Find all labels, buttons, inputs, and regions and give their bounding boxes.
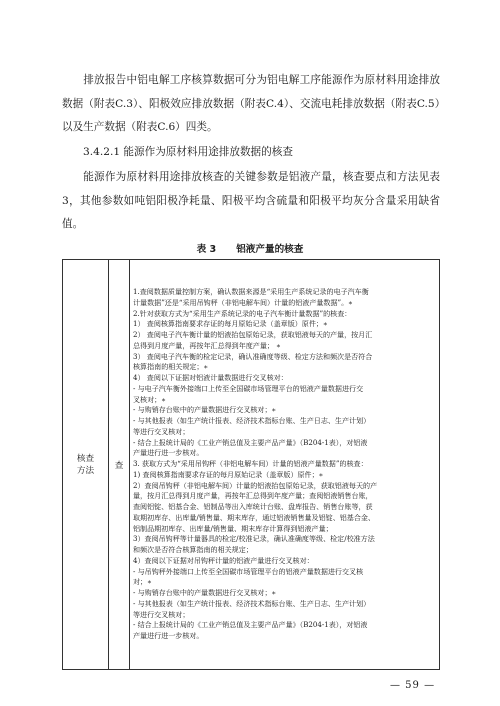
- page-number: — 59 —: [390, 680, 436, 691]
- content-line: 1） 查阅核算指南要求存证的每月原始记录（盖章版）原件；∗: [133, 319, 328, 329]
- table-caption: [0, 241, 500, 255]
- content-line: 4）查阅以下证据对吊钩秤计量的铝液产量进行交叉核对：: [133, 555, 314, 565]
- content-line: 计量数据”还是“采用吊钩秤（非铝电解车间）计量的铝液产量数据”。∗: [133, 297, 353, 307]
- table-title: 铝液产量的核查: [236, 244, 304, 255]
- content-line: 2.针对获取方式为“采用生产系统记录的电子汽车衡计量数据”的核查：: [133, 308, 352, 318]
- row-label-line: 方法: [76, 465, 95, 476]
- content-line: 1.查阅数据质量控制方案，确认数据来源是“采用生产系统记录的电子汽车衡: [133, 287, 369, 297]
- content-line: 1) 查阅核算指南要求存证的每月原始记录（盖章版）原件；∗: [133, 469, 324, 479]
- paragraph-key-parameters: [62, 166, 440, 237]
- content-line: 核算指南的相关规定；∗: [133, 362, 209, 372]
- section-heading: 3.4.2.1 能源作为原材料用途排放数据的核查: [83, 146, 293, 158]
- content-line: 等进行交叉核对；: [133, 609, 190, 619]
- content-line: 和频次是否符合核算指南的相关规定；: [133, 545, 253, 555]
- content-line: 4） 查阅以下证据对铝液计量数据进行交叉核对：: [133, 373, 288, 383]
- content-line: - 与电子汽车衡外接端口上传至全国碳市场管理平台的铝液产量数据进行交: [133, 383, 364, 393]
- content-line: 对；∗: [133, 577, 152, 587]
- content-line: 铝制品期初库存、出库量/销售量、期末库存计算得到铝液产量；: [133, 523, 333, 533]
- verification-table: [62, 259, 440, 670]
- content-line: - 与吊钩秤外接端口上传至全国碳市场管理平台的铝液产量数据进行交叉核: [133, 566, 364, 576]
- content-line: 3. 获取方式为“采用吊钩秤（非铝电解车间）计量的铝液产量数据”的核查：: [133, 459, 368, 469]
- content-line: 量，按月汇总得到月度产量，再按年汇总得到年度产量；查阅铝液销售台账，: [133, 491, 373, 501]
- content-line: 3）查阅吊钩秤等计量器具的检定/校准记录，确认准确度等级、检定/校准方法: [133, 534, 375, 544]
- content-line: 产量进行进一步核对。: [133, 631, 204, 641]
- content-line: - 与其他报表（如生产统计报表、经济技术指标台账、生产日志、生产计划）: [133, 416, 371, 426]
- table-row: [63, 260, 440, 670]
- content-line: 取期初库存、出库量/销售量、期末库存，通过铝液销售量及铝锭、铝基合金、: [133, 512, 375, 522]
- content-cell: [130, 260, 440, 670]
- content-line: - 结合上报统计局的《工业产销总值及主要产品产量》（B204-1表），对铝液: [133, 620, 368, 630]
- content-line: - 与其他报表（如生产统计报表、经济技术指标台账、生产日志、生产计划）: [133, 598, 371, 608]
- content-line: - 结合上报统计局的《工业产销总值及主要产品产量》（B204-1表），对铝液: [133, 437, 368, 447]
- paragraph-text: 排放报告中铝电解工序核算数据可分为铝电解工序能源作为原材料用途排放数据（附表C.3）、阳极效应排放数据（附表C.4）、交流电耗排放数据（附表C.5）以及生产数据（附表C.6）四类。: [62, 74, 440, 133]
- content-line: 叉核对；∗: [133, 394, 166, 404]
- content-line: 2） 查阅电子汽车衡计量的铝液抬包原始记录，获取铝液每天的产量，按月汇: [133, 330, 373, 340]
- row-label-line: 核查: [76, 453, 95, 464]
- content-line: 3） 查阅电子汽车衡的检定记录，确认准确度等级、检定方法和频次是否符合: [133, 351, 373, 361]
- content-line: 总得到月度产量，再按年汇总得到年度产量； ∗: [133, 340, 281, 350]
- paragraph-text: 能源作为原材料用途排放核查的关键参数是铝液产量，核查要点和方法见表3，其他参数如吨铝阳极净耗量、阳极平均含硫量和阳极平均灰分含量采用缺省值。: [62, 171, 440, 230]
- method-cell: 查: [109, 260, 130, 670]
- content-line: 产量进行进一步核对。: [133, 448, 204, 458]
- table-number: 表 3: [196, 244, 217, 255]
- content-line: - 与购销存台账中的产量数据进行交叉核对；∗: [133, 588, 277, 598]
- content-line: - 与购销存台账中的产量数据进行交叉核对；∗: [133, 405, 277, 415]
- content-line: 查阅铝锭、铝基合金、铝制品等出入库统计台账、盘库报告、销售台账等，获: [133, 502, 373, 512]
- content-line: 等进行交叉核对；: [133, 426, 190, 436]
- row-label-cell: [63, 260, 109, 670]
- content-line: 2）查阅吊钩秤（非铝电解车间）计量的铝液抬包原始记录，获取铝液每天的产: [133, 480, 378, 490]
- paragraph-data-categories: [62, 69, 440, 140]
